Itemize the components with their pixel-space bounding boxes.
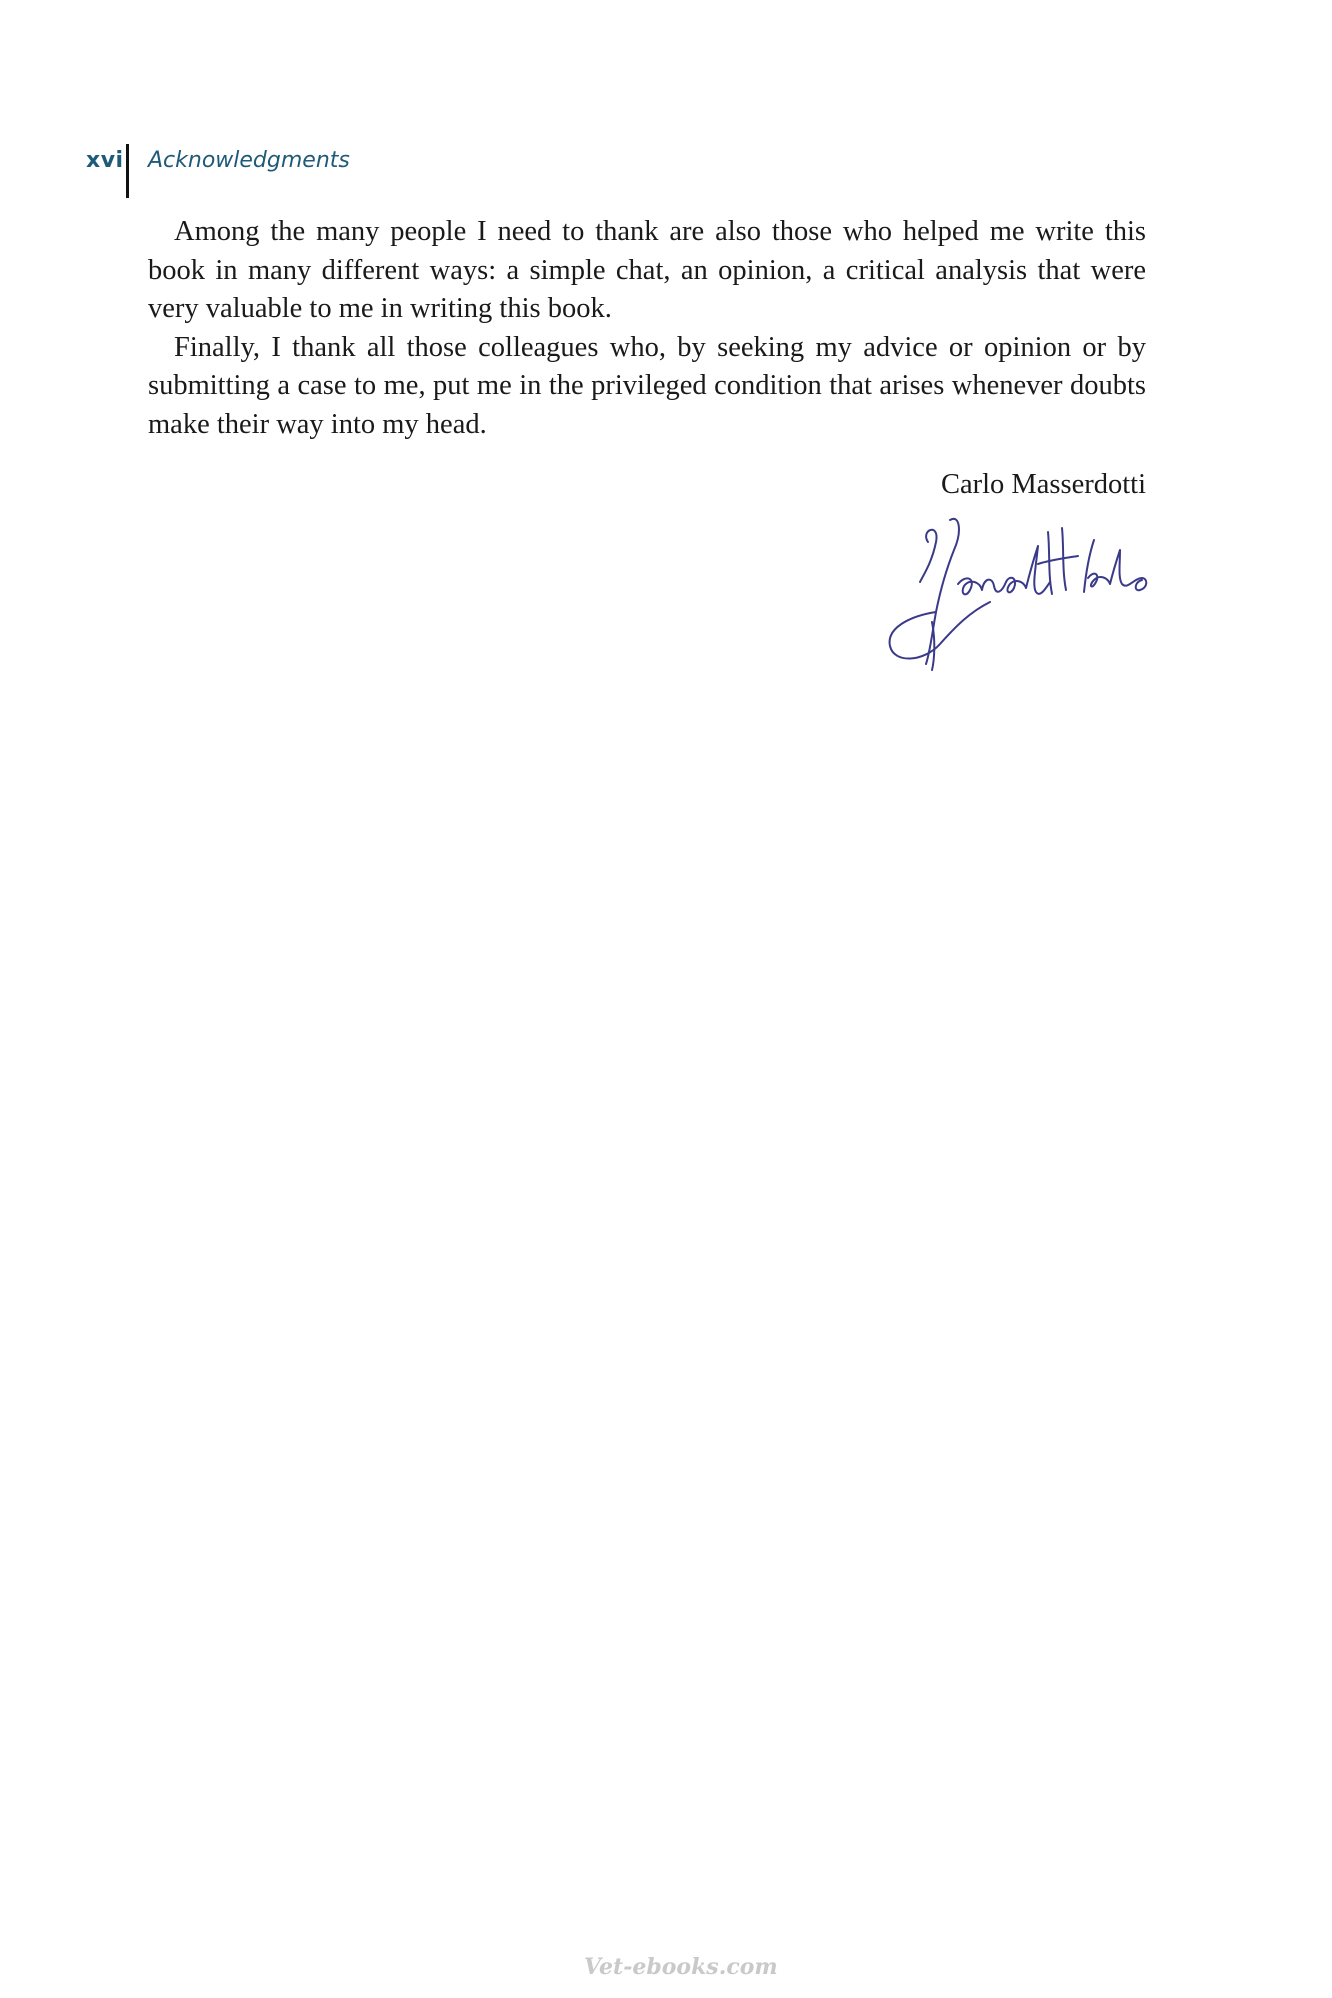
paragraph-1: Among the many people I need to thank are also those who helped me write this book in many different ways: a simple chat, an opinion, a critical analysis that were very valuable to me in writing this book. — [148, 216, 1146, 324]
handwritten-signature — [880, 512, 1150, 672]
header-divider — [126, 144, 129, 198]
watermark-text: Vet-ebooks.com — [584, 1954, 778, 1980]
section-title: Acknowledgments — [148, 148, 350, 173]
page-number: xvi — [86, 148, 124, 173]
author-name: Carlo Masserdotti — [940, 469, 1146, 500]
running-head — [0, 140, 1332, 200]
body-text — [148, 213, 1146, 444]
watermark — [584, 1950, 778, 1984]
paragraph-2: Finally, I thank all those colleagues who, by seeking my advice or opinion or by submitting a case to me, put me in the privileged condition that arises whenever doubts make their way into my head. — [148, 331, 1146, 440]
